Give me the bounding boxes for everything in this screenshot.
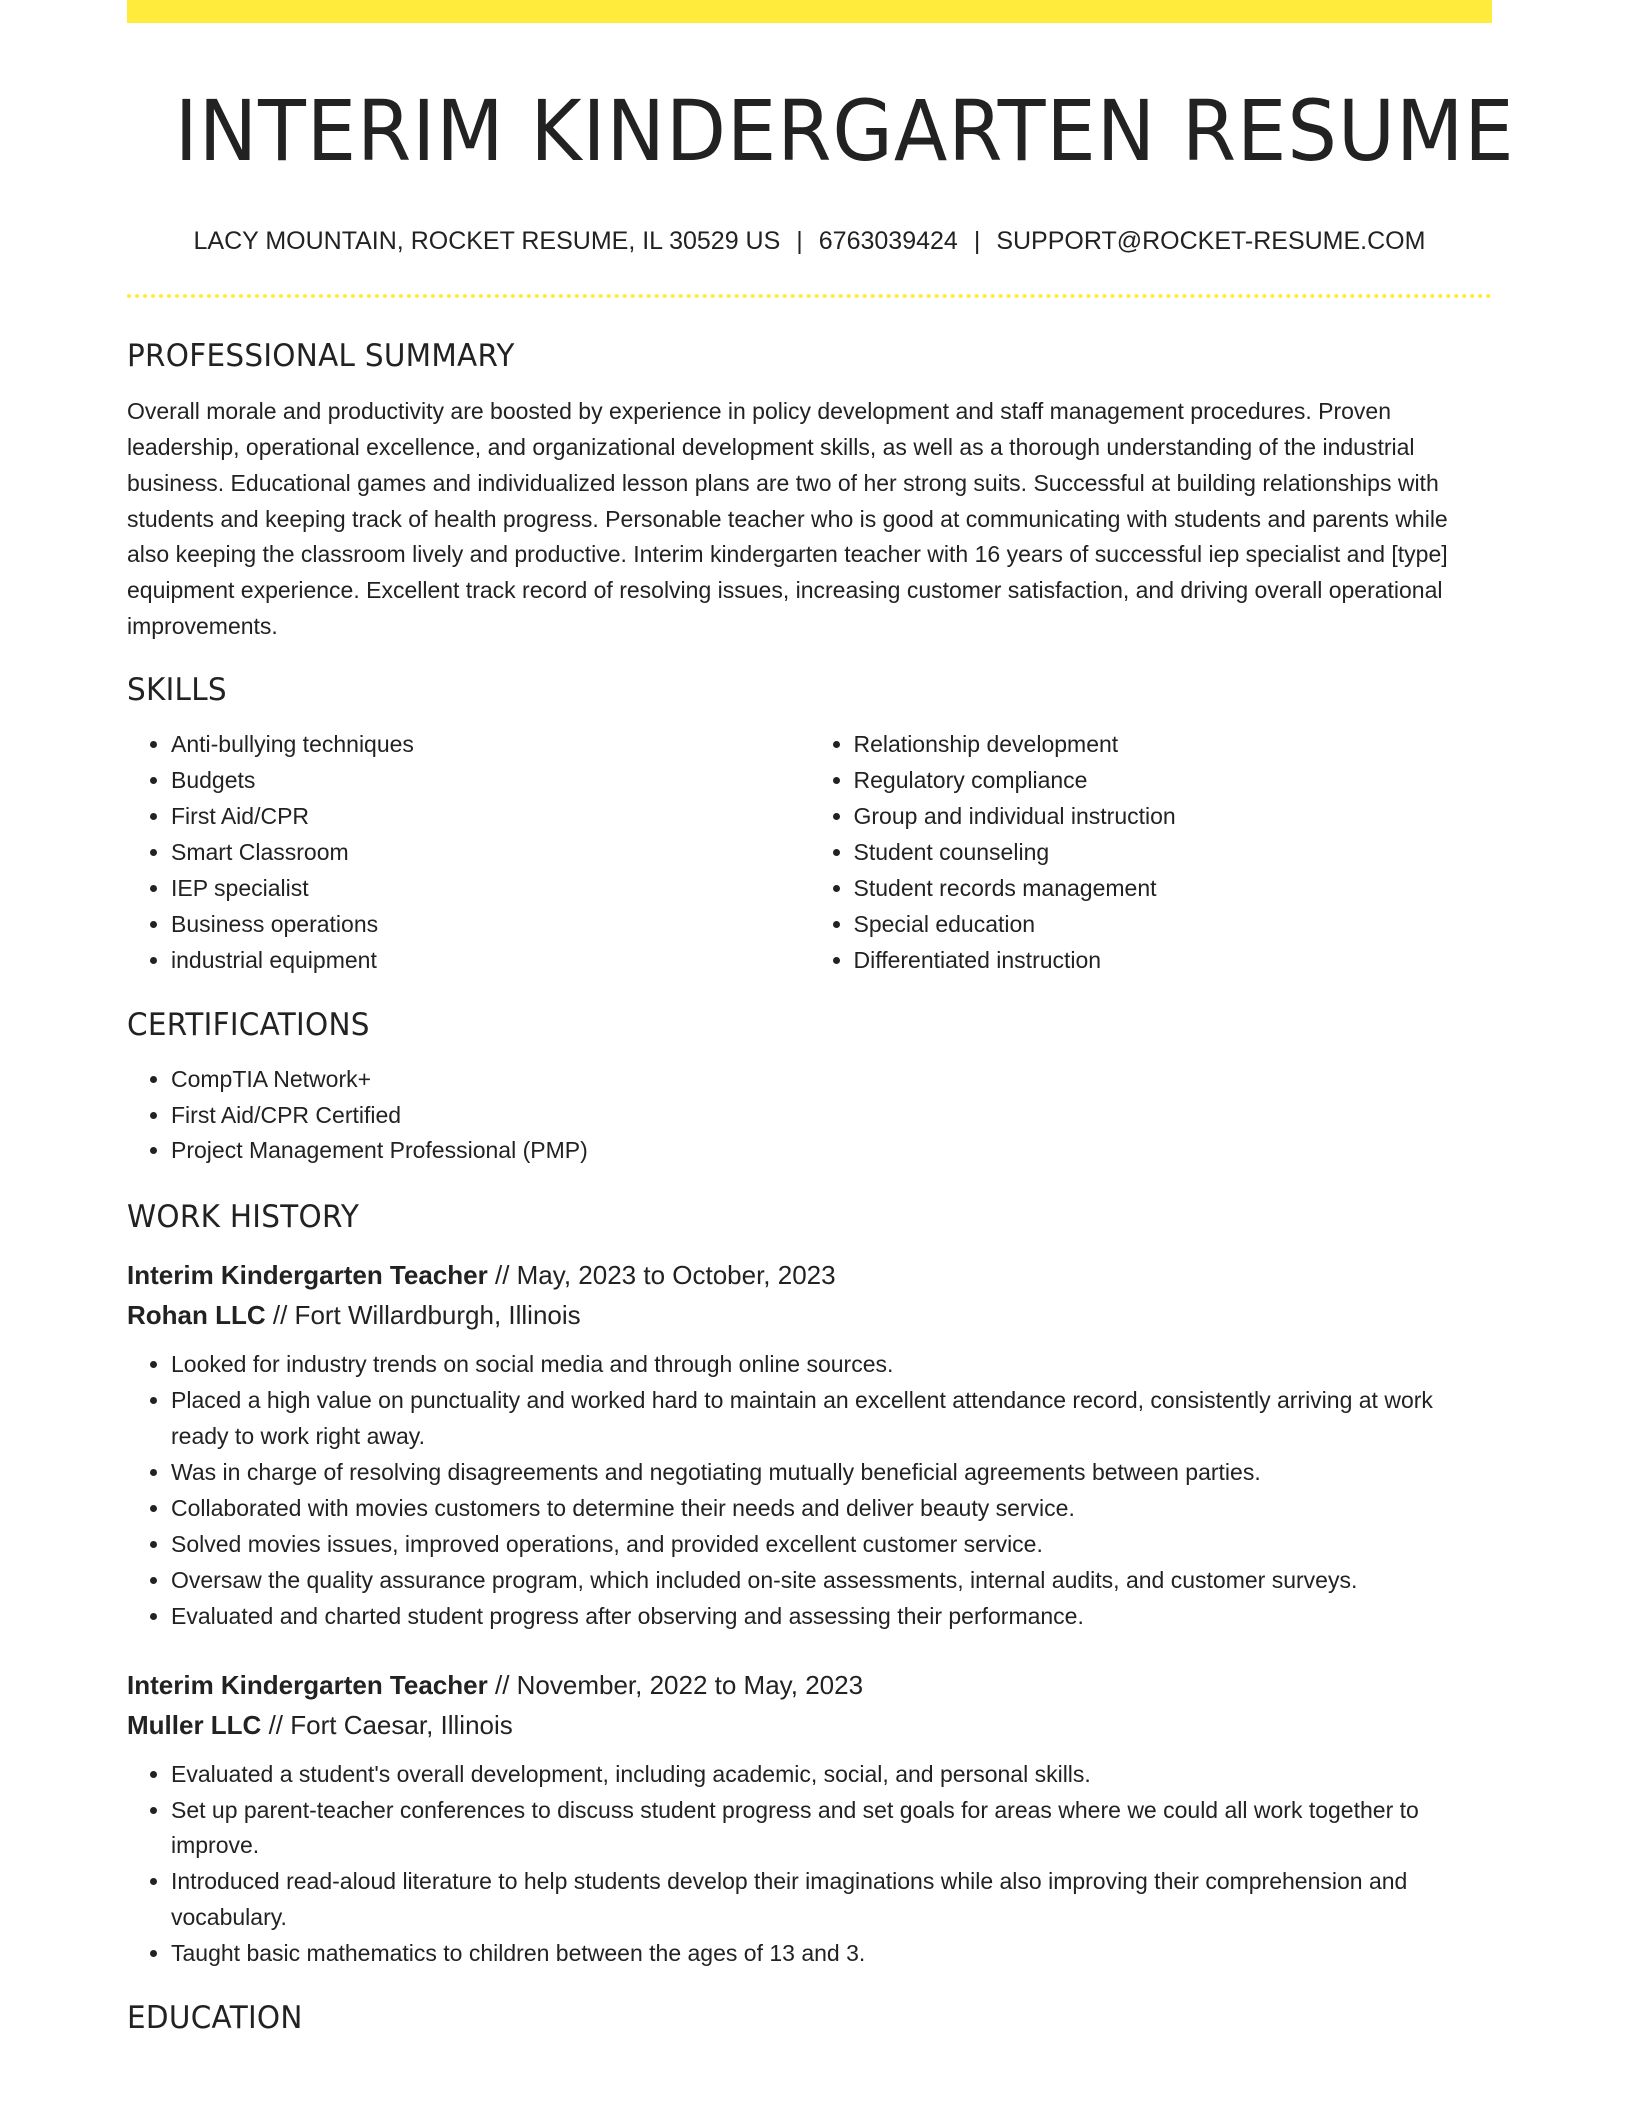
resume-title: INTERIM KINDERGARTEN RESUME <box>174 82 1515 180</box>
job-bullet: • Placed a high value on punctuality and worked hard to maintain an excellent attendance record, consistently arriving at work ready to work right away. <box>171 1383 1492 1455</box>
job-role: Interim Kindergarten Teacher <box>127 1669 488 1700</box>
job-bullet: • Introduced read-aloud literature to help students develop their imaginations while also improving their comprehension and vocabulary. <box>171 1864 1492 1936</box>
summary-text: Overall morale and productivity are boosted by experience in policy development and staff management procedures. Proven leadership, operational excellence, and organizational development skills, as well as a thorough understanding of the industrial business. Educational games and individualized lesson plans are two of her strong suits. Successful at building relationships with students and keeping track of health progress. Personable teacher who is good at communicating with students and parents while also keeping the classroom lively and productive. Interim kindergarten teacher with 16 years of successful iep specialist and [type] equipment experience. Excellent track record of resolving issues, increasing customer satisfaction, and driving overall operational improvements. <box>127 398 1448 639</box>
skills-list-right <box>810 727 1493 978</box>
dotted-divider <box>127 294 1492 298</box>
skills-section <box>127 672 1492 978</box>
job-bullets <box>127 1757 1492 1972</box>
skills-heading: SKILLS <box>127 672 227 709</box>
contact-email: SUPPORT@ROCKET-RESUME.COM <box>996 227 1426 256</box>
job-bullet: • Solved movies issues, improved operations, and provided excellent customer service. <box>171 1527 1492 1563</box>
job-bullet: • Was in charge of resolving disagreements and negotiating mutually beneficial agreements between parties. <box>171 1455 1492 1491</box>
job-role: Interim Kindergarten Teacher <box>127 1260 488 1291</box>
skill-item: • Relationship development <box>854 727 1493 763</box>
summary-heading: PROFESSIONAL SUMMARY <box>127 338 515 375</box>
job-company: Rohan LLC <box>127 1300 266 1331</box>
certifications-section <box>127 1007 1492 1170</box>
job-bullet: • Collaborated with movies customers to determine their needs and deliver beauty service. <box>171 1491 1492 1527</box>
job-bullets <box>127 1347 1492 1634</box>
skill-item: • Regulatory compliance <box>854 763 1493 799</box>
job-bullet: • Evaluated and charted student progress after observing and assessing their performance. <box>171 1599 1492 1635</box>
skill-item: • Group and individual instruction <box>854 799 1493 835</box>
job-dates: // November, 2022 to May, 2023 <box>494 1669 864 1700</box>
job-dates: // May, 2023 to October, 2023 <box>494 1260 836 1291</box>
contact-phone: 6763039424 <box>818 227 958 256</box>
job-entry <box>127 1255 1492 1634</box>
education-heading: EDUCATION <box>127 2000 303 2037</box>
certifications-heading: CERTIFICATIONS <box>127 1006 370 1043</box>
job-bullet: • Taught basic mathematics to children between the ages of 13 and 3. <box>171 1936 1492 1972</box>
job-title-line <box>127 1665 1492 1705</box>
skill-item: • IEP specialist <box>171 871 810 907</box>
skill-item: • Budgets <box>171 763 810 799</box>
job-company-line <box>127 1295 1492 1335</box>
job-location: // Fort Caesar, Illinois <box>268 1709 513 1740</box>
job-bullet: • Set up parent-teacher conferences to discuss student progress and set goals for areas where we could all work together to improve. <box>171 1793 1492 1865</box>
job-entry <box>127 1665 1492 1972</box>
job-bullet: • Looked for industry trends on social media and through online sources. <box>171 1347 1492 1383</box>
skills-grid <box>127 727 1492 978</box>
certification-item: • First Aid/CPR Certified <box>171 1098 1492 1134</box>
skill-item: • industrial equipment <box>171 943 810 979</box>
contact-line <box>127 227 1492 256</box>
job-title-line <box>127 1255 1492 1295</box>
skill-item: • Special education <box>854 907 1493 943</box>
certification-item: • CompTIA Network+ <box>171 1062 1492 1098</box>
resume-page <box>127 0 1515 2037</box>
skill-item: • Student records management <box>854 871 1493 907</box>
job-company-line <box>127 1705 1492 1745</box>
skill-item: • Smart Classroom <box>171 835 810 871</box>
skills-list-left <box>127 727 810 978</box>
job-company: Muller LLC <box>127 1709 262 1740</box>
skill-item: • Differentiated instruction <box>854 943 1493 979</box>
skill-item: • Business operations <box>171 907 810 943</box>
summary-section <box>127 338 1492 644</box>
contact-address: LACY MOUNTAIN, ROCKET RESUME, IL 30529 US <box>193 227 781 256</box>
contact-separator: | <box>973 227 981 256</box>
skill-item: • First Aid/CPR <box>171 799 810 835</box>
work-history-section <box>127 1199 1492 1972</box>
contact-separator: | <box>796 227 803 256</box>
certification-item: • Project Management Professional (PMP) <box>171 1133 1492 1169</box>
job-bullet: • Evaluated a student's overall development, including academic, social, and personal skills. <box>171 1757 1492 1793</box>
certifications-list <box>127 1062 1492 1170</box>
job-location: // Fort Willardburgh, Illinois <box>272 1300 581 1331</box>
skill-item: • Anti-bullying techniques <box>171 727 810 763</box>
job-bullet: • Oversaw the quality assurance program, which included on-site assessments, internal audits, and customer surveys. <box>171 1563 1492 1599</box>
skill-item: • Student counseling <box>854 835 1493 871</box>
work-history-heading: WORK HISTORY <box>127 1199 360 1236</box>
education-section <box>127 2000 1492 2036</box>
accent-top-bar <box>127 0 1492 23</box>
